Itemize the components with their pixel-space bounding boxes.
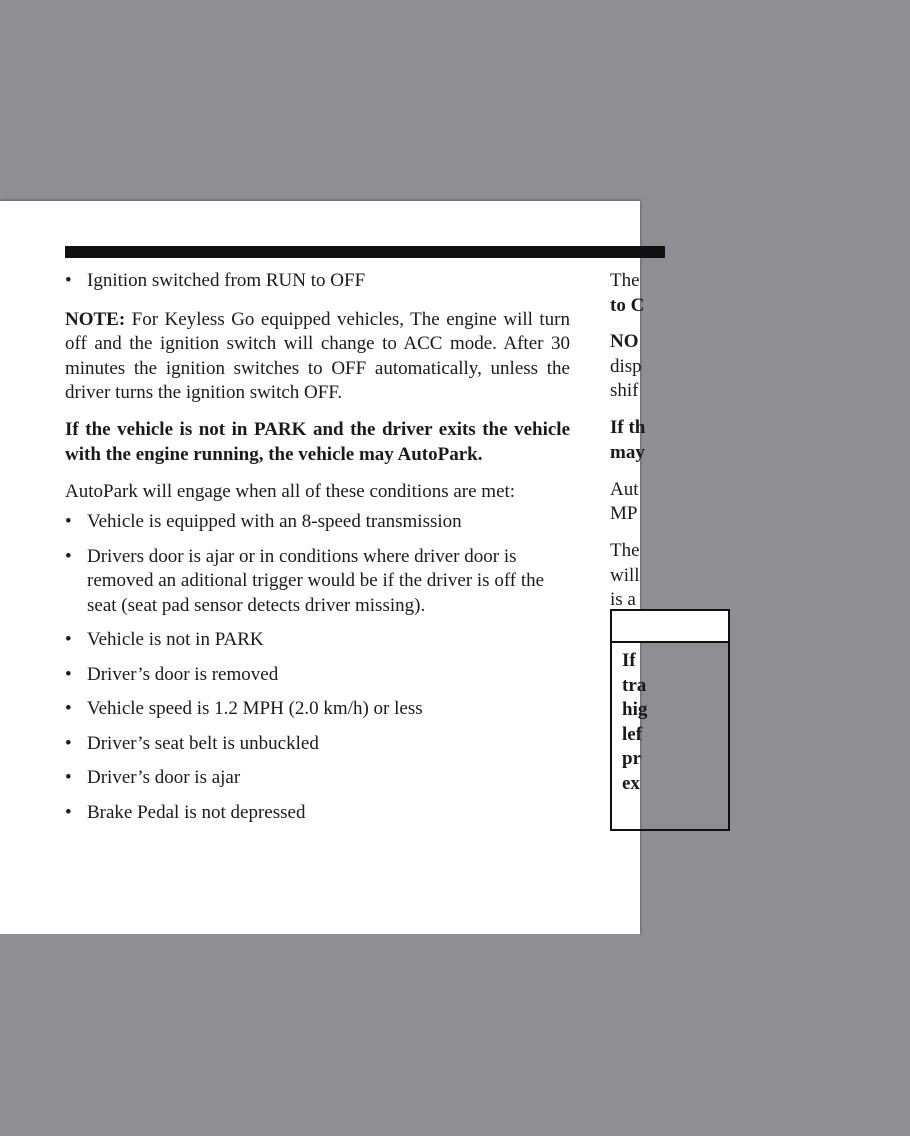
conditions-list bbox=[65, 510, 570, 825]
left-column bbox=[65, 269, 570, 835]
bullet-icon: • bbox=[65, 801, 72, 823]
list-item bbox=[65, 269, 570, 294]
warning-line: pr bbox=[622, 748, 641, 769]
list-item bbox=[65, 766, 570, 791]
header-rule bbox=[65, 246, 665, 258]
list-item bbox=[65, 628, 570, 653]
list-item-text: Brake Pedal is not depressed bbox=[87, 801, 306, 823]
autopark-warning: If the vehicle is not in PARK and the driver exits the vehicle with the engine running, the vehicle may AutoPark. bbox=[65, 419, 570, 465]
note-label: NOTE: bbox=[65, 308, 126, 330]
list-item-text: Driver’s door is removed bbox=[87, 663, 279, 685]
list-item-text: Ignition switched from RUN to OFF bbox=[87, 270, 366, 291]
warning-line: lef bbox=[622, 723, 643, 745]
bullet-icon: • bbox=[65, 511, 72, 532]
conditions-intro: AutoPark will engage when all of these conditions are met: bbox=[65, 480, 516, 502]
bottom-background bbox=[0, 934, 640, 1136]
bullet-icon: • bbox=[65, 767, 72, 788]
right-line: shif bbox=[610, 380, 639, 401]
right-paragraph-2 bbox=[610, 330, 910, 404]
bullet-icon: • bbox=[65, 663, 72, 685]
warning-box-header bbox=[612, 611, 728, 643]
list-item bbox=[65, 510, 570, 535]
right-paragraph-3 bbox=[610, 416, 910, 465]
bullet-icon: • bbox=[65, 629, 72, 650]
right-line: NO bbox=[610, 331, 639, 352]
warning-line: tra bbox=[622, 674, 647, 696]
list-item bbox=[65, 663, 570, 688]
warning-box-body bbox=[612, 643, 728, 796]
right-line: MP bbox=[610, 503, 638, 524]
list-item bbox=[65, 545, 570, 619]
list-item-text: Driver’s door is ajar bbox=[87, 767, 241, 788]
right-line: to C bbox=[610, 294, 645, 316]
list-item-text: Driver’s seat belt is unbuckled bbox=[87, 732, 319, 754]
warning-line: If bbox=[622, 650, 636, 671]
list-item-text: Drivers door is ajar or in conditions where driver door is removed an aditional trigger would be if the driver is off the seat (seat pad sensor detects driver missing). bbox=[87, 545, 545, 616]
right-paragraph-4 bbox=[610, 478, 910, 527]
bullet-icon: • bbox=[65, 545, 72, 567]
bullet-icon: • bbox=[65, 732, 72, 754]
list-item bbox=[65, 732, 570, 757]
warning-box-partial bbox=[610, 609, 730, 831]
note-text: For Keyless Go equipped vehicles, The engine will turn off and the ignition switch will change to ACC mode. After 30 minutes the ignition switches to OFF automatically, unless the driver turns the ignition switch OFF. bbox=[65, 308, 570, 403]
list-item bbox=[65, 697, 570, 722]
right-line: If th bbox=[610, 417, 646, 438]
warning-line: hig bbox=[622, 699, 648, 720]
bullet-icon: • bbox=[65, 270, 72, 291]
right-column-partial bbox=[610, 269, 910, 625]
list-item bbox=[65, 801, 570, 826]
note-paragraph bbox=[65, 308, 570, 406]
right-line: will bbox=[610, 564, 640, 586]
right-line: Aut bbox=[610, 478, 639, 500]
right-line: may bbox=[610, 441, 645, 463]
right-paragraph-5 bbox=[610, 539, 910, 613]
list-item-text: Vehicle speed is 1.2 MPH (2.0 km/h) or less bbox=[87, 698, 423, 719]
document-page[interactable] bbox=[0, 201, 648, 934]
right-line: The bbox=[610, 540, 640, 561]
right-line: is a bbox=[610, 589, 636, 610]
warning-line: ex bbox=[622, 772, 640, 794]
right-line: disp bbox=[610, 355, 642, 377]
right-paragraph-1 bbox=[610, 269, 910, 318]
list-item-text: Vehicle is equipped with an 8-speed transmission bbox=[87, 511, 462, 532]
top-background bbox=[0, 0, 640, 197]
bullet-icon: • bbox=[65, 698, 72, 719]
list-item-text: Vehicle is not in PARK bbox=[87, 629, 264, 650]
right-line: The bbox=[610, 270, 640, 291]
